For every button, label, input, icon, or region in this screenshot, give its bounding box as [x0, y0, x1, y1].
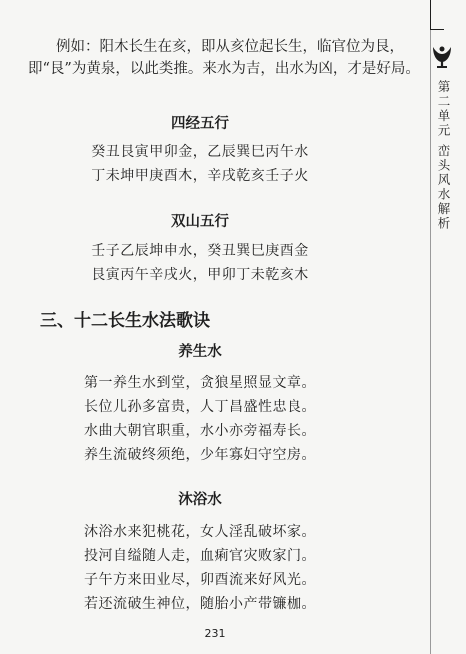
intro-line-1: 例如：阳木长生在亥，即从亥位起长生，临官位为艮， — [56, 39, 404, 55]
sijing-line-1: 癸丑艮寅甲卯金，乙辰巽巳丙午水 — [91, 144, 309, 160]
yangshengshui-line-3: 水曲大朝官职重，水小亦旁福寿长。 — [84, 423, 316, 439]
muyushui-line-4: 若还流破生神位，随胎小产带镰枷。 — [84, 596, 316, 612]
intro-line-2: 即“艮”为黄泉，以此类推。来水为吉，出水为凶，才是好局。 — [28, 61, 420, 77]
shuangshan-line-2: 艮寅丙午辛戌火，甲卯丁未乾亥木 — [91, 267, 309, 283]
shuangshan-line-1: 壬子乙辰坤申水，癸丑巽巳庚酉金 — [91, 243, 309, 259]
yangshengshui-line-2: 长位儿孙多富贵，人丁昌盛性忠良。 — [84, 399, 316, 415]
yangshengshui-line-1: 第一养生水到堂，贪狼星照显文章。 — [84, 375, 316, 391]
section-title: 三、十二长生水法歌诀 — [40, 311, 210, 331]
muyushui-line-3: 子午方来田业尽，卯酉流来好风光。 — [84, 572, 316, 588]
muyushui-line-2: 投河自缢随人走，血痢官灾败家门。 — [84, 548, 316, 564]
heading-yangshengshui: 养生水 — [178, 343, 222, 360]
corner-mark — [430, 0, 466, 30]
heading-muyushui: 沐浴水 — [178, 491, 222, 508]
publisher-logo-icon — [427, 40, 457, 70]
sidebar-chapter-label: 第二单元 峦头风水解析 — [436, 80, 451, 231]
sijing-line-2: 丁未坤甲庚酉木，辛戌乾亥壬子火 — [91, 168, 309, 184]
yangshengshui-line-4: 养生流破终须绝，少年寡妇守空房。 — [84, 447, 316, 463]
page-number: 231 — [204, 627, 226, 640]
heading-shuangshan-wuxing: 双山五行 — [171, 213, 229, 230]
intro-paragraph — [28, 36, 420, 80]
muyushui-line-1: 沐浴水来犯桃花，女人淫乱破坏家。 — [84, 524, 316, 540]
heading-sijing-wuxing: 四经五行 — [171, 115, 229, 132]
sidebar-rule — [430, 0, 431, 654]
